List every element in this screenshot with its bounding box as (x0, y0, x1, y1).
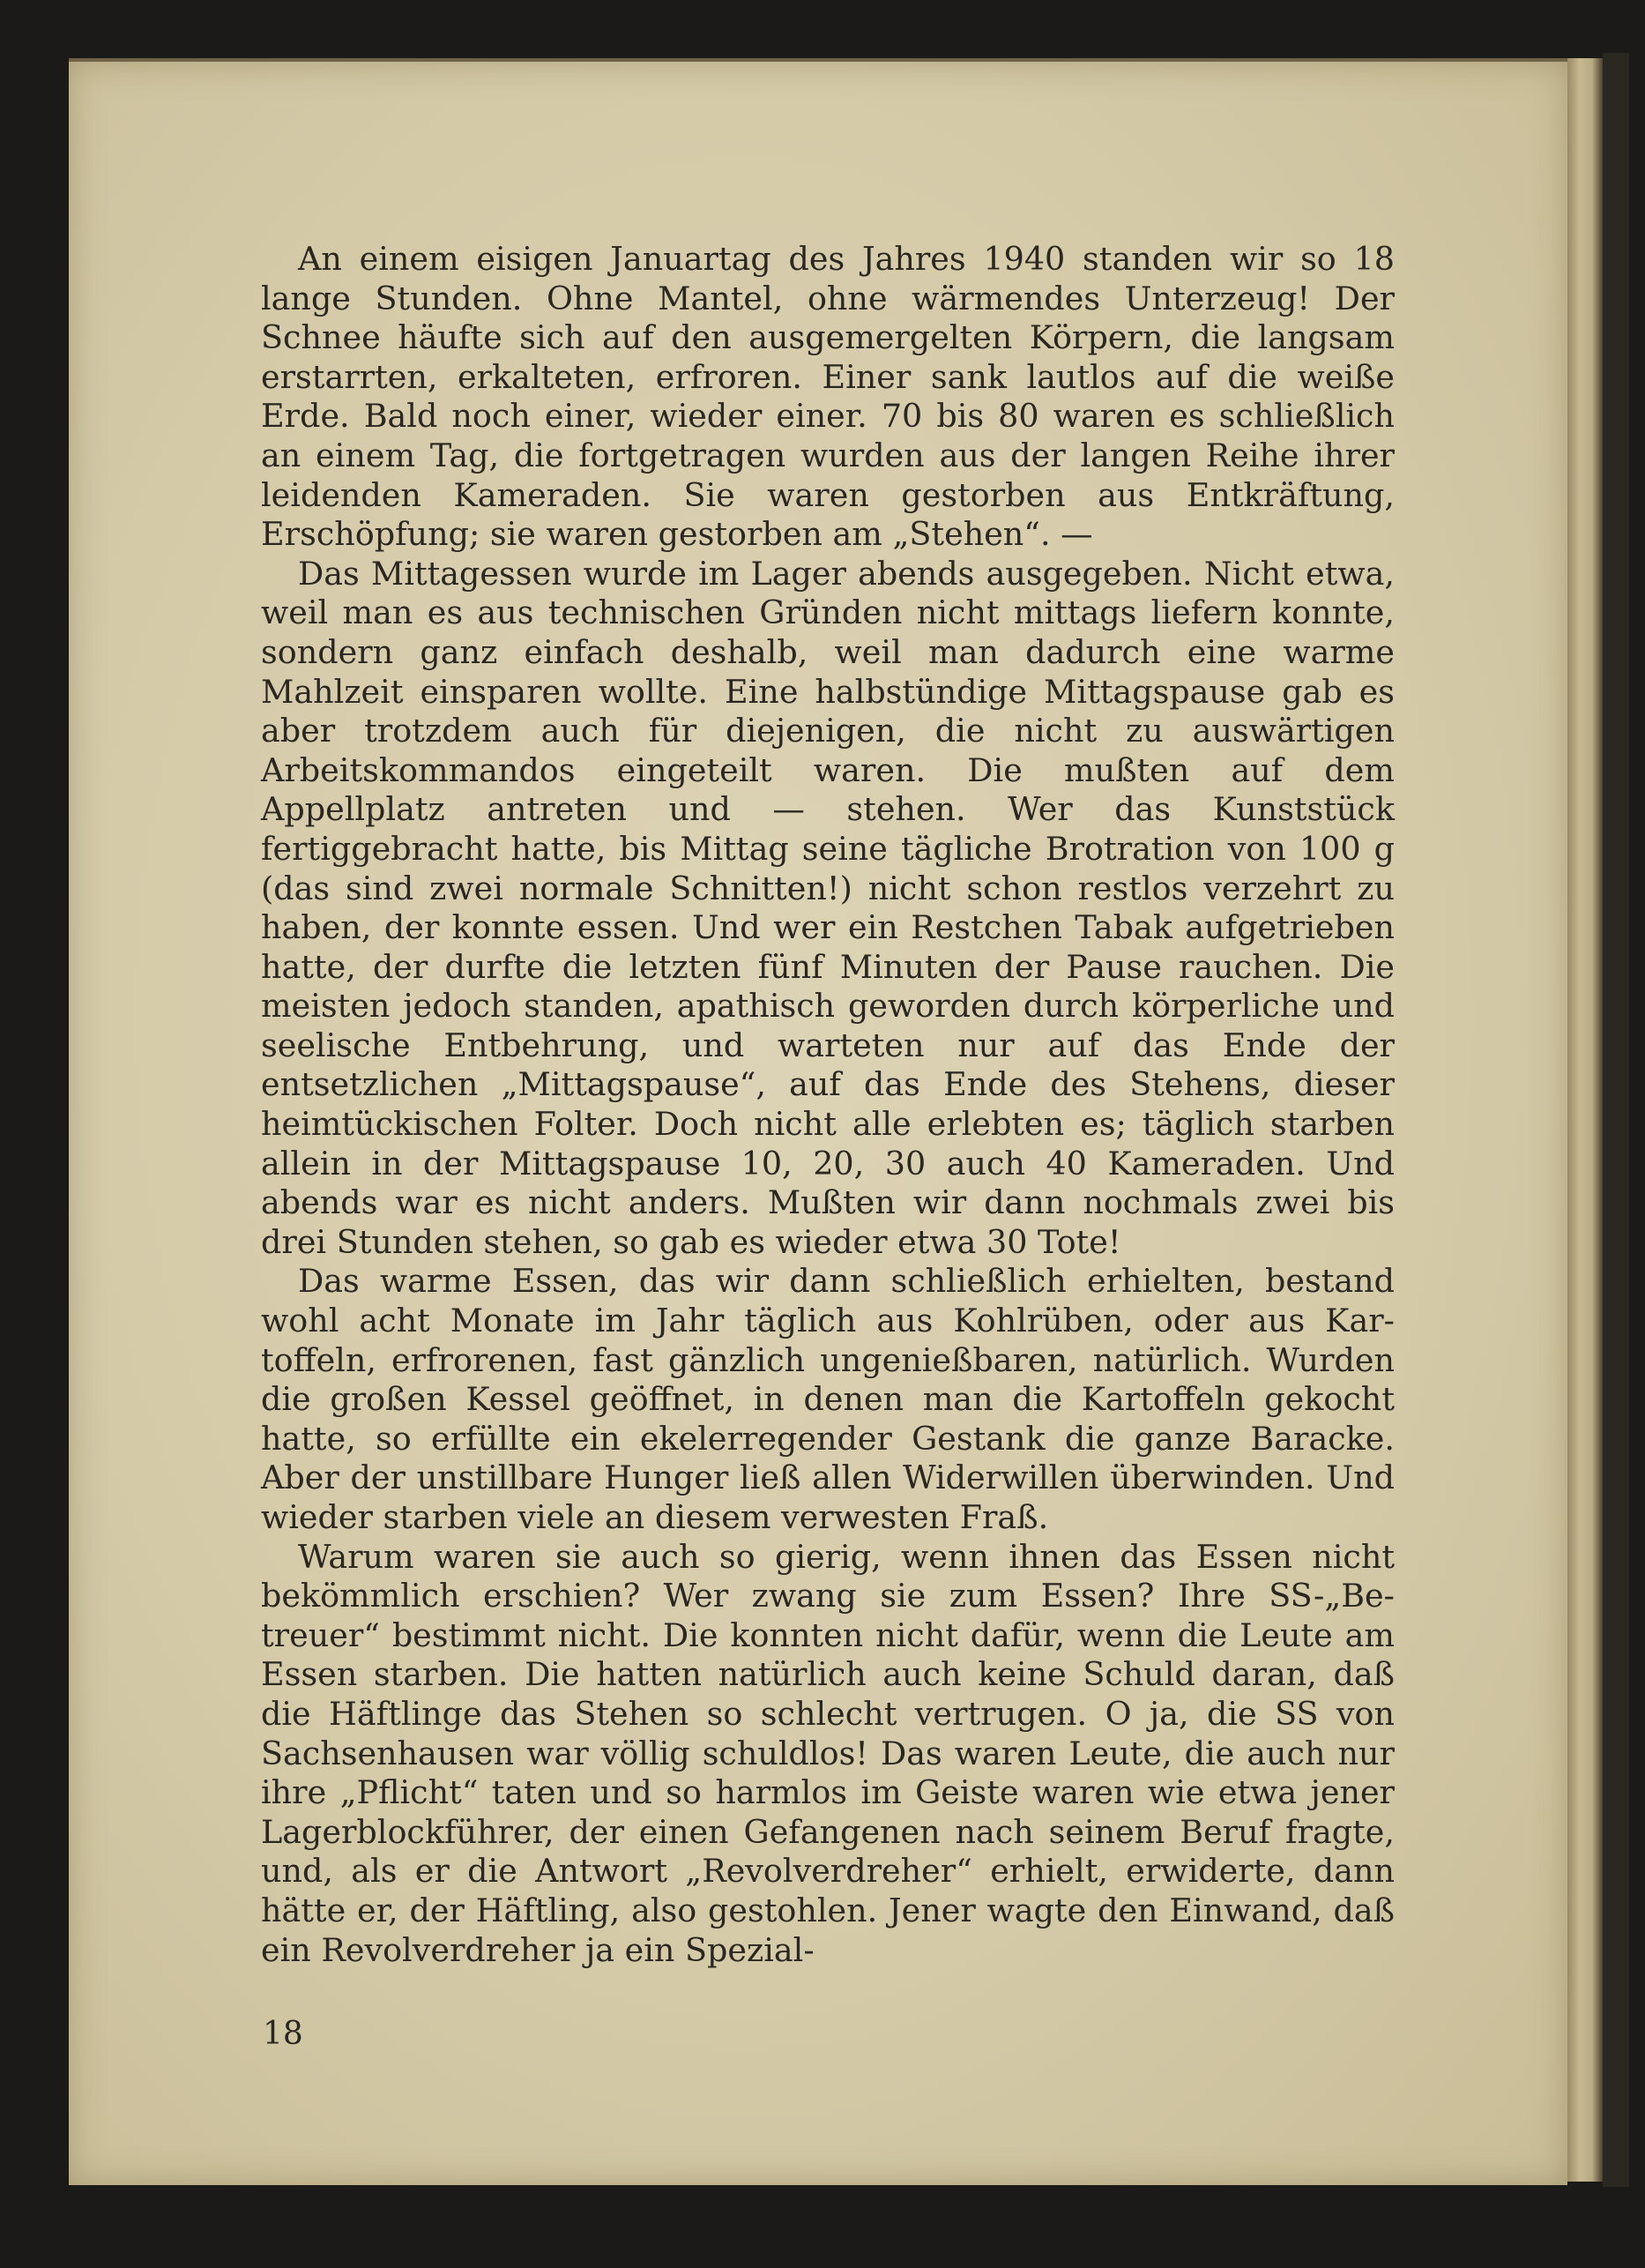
page-gutter (1567, 58, 1603, 2182)
paragraph-4: Warum waren sie auch so gierig, wenn ihnen das Essen nicht bekömmlich erschien? Wer zwang sie zum Essen? Ihre SS-„Betreuer“ bestimmt nicht. Die konnten nicht dafür, wenn die Leute am Essen starben. Die hatten natürlich auch keine Schuld daran, daß die Häftlinge das Stehen so schlecht vertrugen. O ja, die SS von Sachsenhausen war völlig schuldlos! Das waren Leute, die auch nur ihre „Pflicht“ taten und so harmlos im Geiste waren wie etwa jener Lagerblockführer, der einen Gefangenen nach seinem Beruf fragte, und, als er die Antwort „Revolverdreher“ erhielt, erwiderte, dann hätte er, der Häftling, also gestohlen. Jener wagte den Einwand, daß ein Revolverdreher ja ein Spezial- (261, 1537, 1395, 1969)
page-number: 18 (263, 2016, 303, 2052)
page-edge (1603, 53, 1629, 2187)
body-text (261, 240, 1395, 1970)
paragraph-2: Das Mittagessen wurde im Lager abends ausgegeben. Nicht etwa, weil man es aus technischen Gründen nicht mittags liefern konnte, sondern ganz einfach deshalb, weil man dadurch eine warme Mahlzeit einsparen wollte. Eine halbstündige Mittagspause gab es aber trotzdem auch für diejenigen, die nicht zu auswärtigen Arbeitskommandos eingeteilt waren. Die mußten auf dem Appellplatz antreten und — stehen. Wer das Kunststück fertiggebracht hatte, bis Mittag seine tägliche Brotration von 100 g (das sind zwei normale Schnitten!) nicht schon restlos verzehrt zu haben, der konnte essen. Und wer ein Restchen Tabak aufgetrieben hatte, der durfte die letzten fünf Minuten der Pause rauchen. Die meisten jedoch standen, apathisch geworden durch körperliche und seelische Entbehrung, und warteten nur auf das Ende der entsetzlichen „Mittagspause“, auf das Ende des Stehens, dieser heimtückischen Folter. Doch nicht alle erlebten es; täglich starben allein in der Mittagspause 10, 20, 30 auch 40 Kameraden. Und abends war es nicht anders. Mußten wir dann nochmals zwei bis drei Stunden stehen, so gab es wieder etwa 30 Tote! (261, 554, 1395, 1261)
paragraph-3: Das warme Essen, das wir dann schließlich erhielten, bestand wohl acht Monate im Jahr täglich aus Kohlrüben, oder aus Kartoffeln, erfrorenen, fast gänzlich ungenießbaren, natürlich. Wurden die großen Kessel geöffnet, in denen man die Kartoffeln gekocht hatte, so erfüllte ein ekelerregender Gestank die ganze Baracke. Aber der unstillbare Hunger ließ allen Widerwillen überwinden. Und wieder starben viele an diesem verwesten Fraß. (261, 1262, 1395, 1536)
paragraph-1: An einem eisigen Januartag des Jahres 1940 standen wir so 18 lange Stunden. Ohne Mantel, ohne wärmendes Unterzeug! Der Schnee häufte sich auf den ausgemergelten Körpern, die langsam erstarrten, erkalteten, erfroren. Einer sank lautlos auf die weiße Erde. Bald noch einer, wieder einer. 70 bis 80 waren es schließlich an einem Tag, die fortgetragen wurden aus der langen Reihe ihrer leidenden Kameraden. Sie waren gestorben aus Entkräftung, Erschöpfung; sie waren gestorben am „Stehen“. — (261, 240, 1395, 554)
